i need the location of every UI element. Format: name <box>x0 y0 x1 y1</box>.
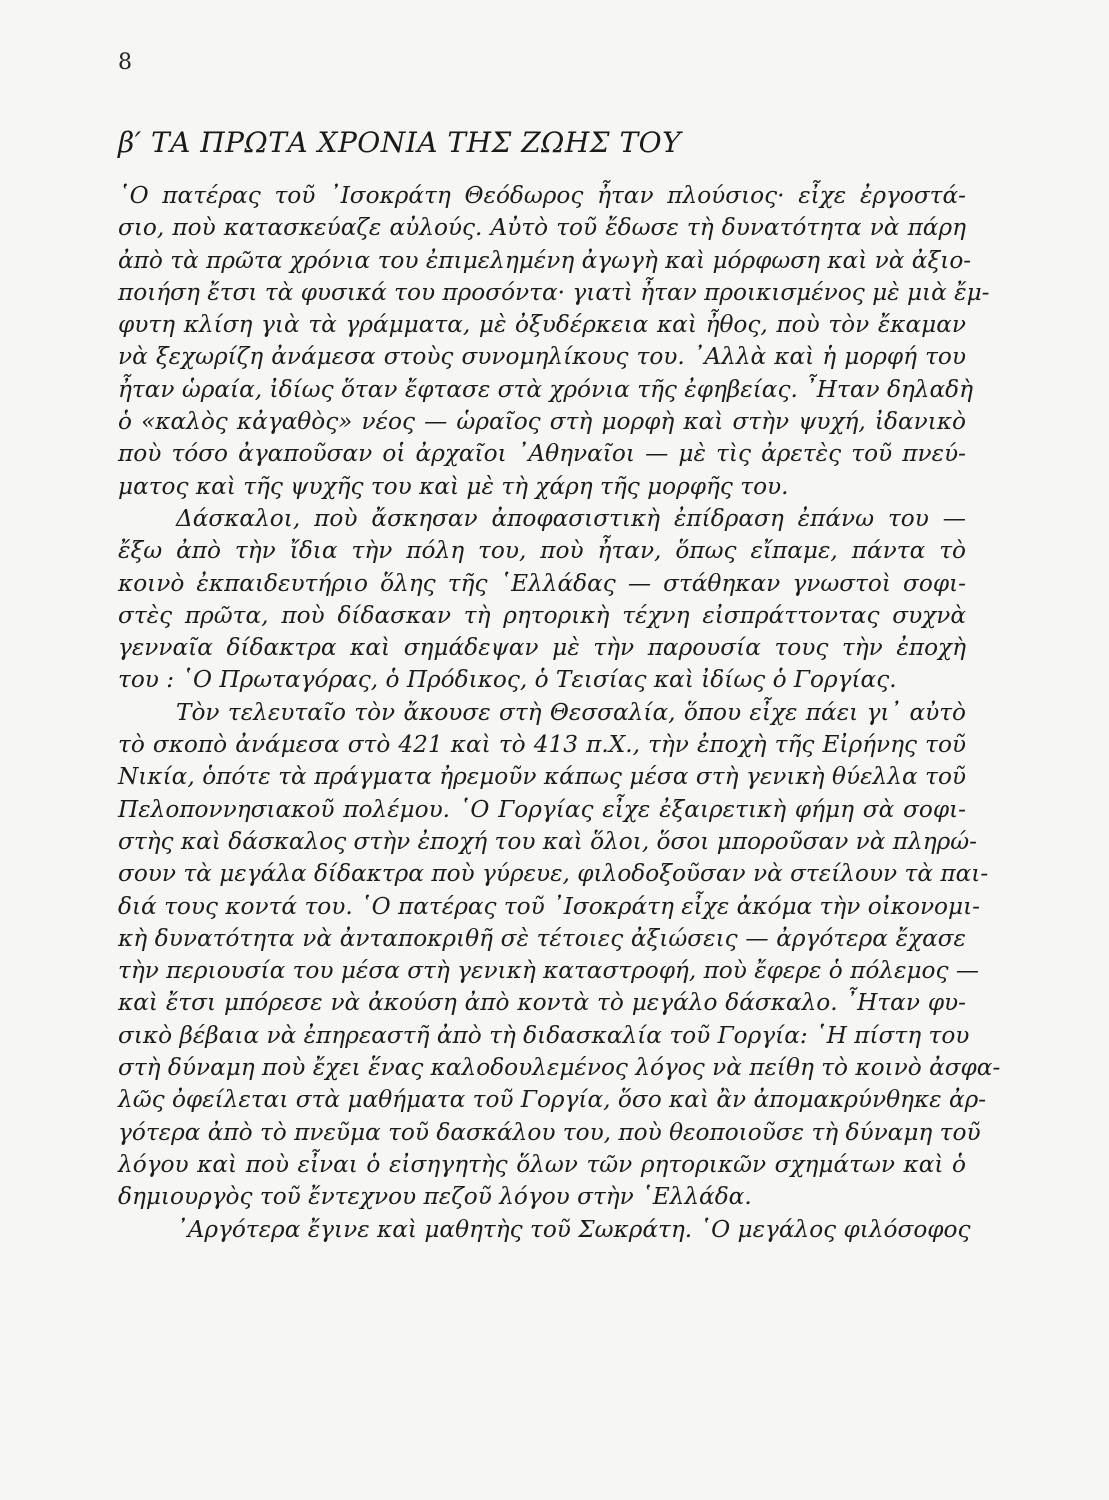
text-line: γότερα ἀπὸ τὸ πνεῦμα τοῦ δασκάλου του, ποὺ θεοποιοῦσε τὴ δύναμη τοῦ <box>118 1118 981 1146</box>
text-line: Πελοποννησιακοῦ πολέμου. ῾Ο Γοργίας εἶχε ἐξαιρετικὴ φήμη σὰ σοφι- <box>118 795 966 823</box>
text-line: διά τους κοντά του. ῾Ο πατέρας τοῦ ᾿Ισοκράτη εἶχε ἀκόμα τὴν οἰκονομι- <box>118 892 981 920</box>
text-line: ἀπὸ τὰ πρῶτα χρόνια του ἐπιμελημένη ἀγωγὴ καὶ μόρφωση καὶ νὰ ἀξιο- <box>118 246 972 274</box>
text-line: στὲς πρῶτα, ποὺ δίδασκαν τὴ ρητορικὴ τέχνη εἰσπράττοντας συχνὰ <box>118 601 966 629</box>
text-line: σιο, ποὺ κατασκεύαζε αὐλούς. Αὐτὸ τοῦ ἔδωσε τὴ δυνατότητα νὰ πάρη <box>118 214 966 242</box>
text-line: ματος καὶ τῆς ψυχῆς του καὶ μὲ τὴ χάρη τῆς μορφῆς του. <box>118 472 789 500</box>
paragraph <box>118 503 966 697</box>
body-text <box>118 180 1001 1246</box>
text-line: ποιήση ἔτσι τὰ φυσικά του προσόντα· γιατὶ ἦταν προικισμένος μὲ μιὰ ἔμ- <box>118 278 990 306</box>
text-line: ῾Ο πατέρας τοῦ ᾿Ισοκράτη Θεόδωρος ἦταν πλούσιος· εἶχε ἐργοστά- <box>118 182 966 209</box>
text-line: Νικία, ὁπότε τὰ πράγματα ἠρεμοῦν κάπως μέσα στὴ γενικὴ θύελλα τοῦ <box>118 763 966 791</box>
text-line: ποὺ τόσο ἀγαποῦσαν οἱ ἀρχαῖοι ᾿Αθηναῖοι — μὲ τὶς ἀρετὲς τοῦ πνεύ- <box>118 440 966 468</box>
text-line: νὰ ξεχωρίζη ἀνάμεσα στοὺς συνομηλίκους του. ᾿Αλλὰ καὶ ἡ μορφή του <box>118 343 966 371</box>
text-line: στὴ δύναμη ποὺ ἔχει ἕνας καλοδουλεμένος λόγος νὰ πείθη τὸ κοινὸ ἀσφα- <box>118 1054 1001 1082</box>
text-line: τὸ σκοπὸ ἀνάμεσα στὸ 421 καὶ τὸ 413 π.Χ., τὴν ἐποχὴ τῆς Εἰρήνης τοῦ <box>118 731 966 759</box>
text-line: του : ῾Ο Πρωταγόρας, ὁ Πρόδικος, ὁ Τεισίας καὶ ἰδίως ὁ Γοργίας. <box>118 666 897 694</box>
text-line: σικὸ βέβαια νὰ ἐπηρεαστῆ ἀπὸ τὴ διδασκαλία τοῦ Γοργία: ῾Η πίστη του <box>118 1021 970 1049</box>
text-line: ἔξω ἀπὸ τὴν ἴδια τὴν πόλη του, ποὺ ἦταν, ὅπως εἴπαμε, πάντα τὸ <box>118 537 966 565</box>
text-line: λόγου καὶ ποὺ εἶναι ὁ εἰσηγητὴς ὅλων τῶν ρητορικῶν σχημάτων καὶ ὁ <box>118 1150 966 1178</box>
text-line: λῶς ὀφείλεται στὰ μαθήματα τοῦ Γοργία, ὅσο καὶ ἂν ἀπομακρύνθηκε ἀρ- <box>118 1086 987 1114</box>
paragraph <box>118 180 990 503</box>
paragraph <box>118 697 1001 1214</box>
text-line: Τὸν τελευταῖο τὸν ἄκουσε στὴ Θεσσαλία, ὅπου εἶχε πάει γι᾿ αὐτὸ <box>176 698 966 726</box>
paragraph <box>118 1214 971 1246</box>
text-line: φυτη κλίση γιὰ τὰ γράμματα, μὲ ὀξυδέρκεια καὶ ἦθος, ποὺ τὸν ἔκαμαν <box>118 311 966 339</box>
text-line: Δάσκαλοι, ποὺ ἄσκησαν ἀποφασιστικὴ ἐπίδραση ἐπάνω του — <box>176 504 966 532</box>
text-line: στὴς καὶ δάσκαλος στὴν ἐποχή του καὶ ὅλοι, ὅσοι μποροῦσαν νὰ πληρώ- <box>118 827 978 855</box>
text-line: καὶ ἔτσι μπόρεσε νὰ ἀκούση ἀπὸ κοντὰ τὸ μεγάλο δάσκαλο. ῏Ηταν φυ- <box>118 989 966 1017</box>
text-line: δημιουργὸς τοῦ ἔντεχνου πεζοῦ λόγου στὴν ῾Ελλάδα. <box>118 1183 752 1211</box>
page-number: 8 <box>118 50 132 75</box>
text-line: γενναῖα δίδακτρα καὶ σημάδεψαν μὲ τὴν παρουσία τους τὴν ἐποχὴ <box>118 634 966 662</box>
text-line: ᾿Αργότερα ἔγινε καὶ μαθητὴς τοῦ Σωκράτη. ῾Ο μεγάλος φιλόσοφος <box>176 1215 971 1243</box>
text-line: κὴ δυνατότητα νὰ ἀνταποκριθῆ σὲ τέτοιες ἀξιώσεις — ἀργότερα ἔχασε <box>118 924 966 952</box>
text-line: σουν τὰ μεγάλα δίδακτρα ποὺ γύρευε, φιλοδοξοῦσαν νὰ στείλουν τὰ παι- <box>118 860 989 888</box>
text-line: κοινὸ ἐκπαιδευτήριο ὅλης τῆς ῾Ελλάδας — στάθηκαν γνωστοὶ σοφι- <box>118 569 966 597</box>
chapter-heading: β′ ΤΑ ΠΡΩΤΑ ΧΡΟΝΙΑ ΤΗΣ ΖΩΗΣ ΤΟΥ <box>118 126 682 159</box>
text-line: τὴν περιουσία του μέσα στὴ γενικὴ καταστροφή, ποὺ ἔφερε ὁ πόλεμος — <box>118 957 980 985</box>
text-line: ὁ «καλὸς κἀγαθὸς» νέος — ὡραῖος στὴ μορφὴ καὶ στὴν ψυχή, ἰδανικὸ <box>118 408 966 436</box>
text-line: ἦταν ὡραία, ἰδίως ὅταν ἔφτασε στὰ χρόνια τῆς ἐφηβείας. ῏Ηταν δηλαδὴ <box>118 375 974 403</box>
